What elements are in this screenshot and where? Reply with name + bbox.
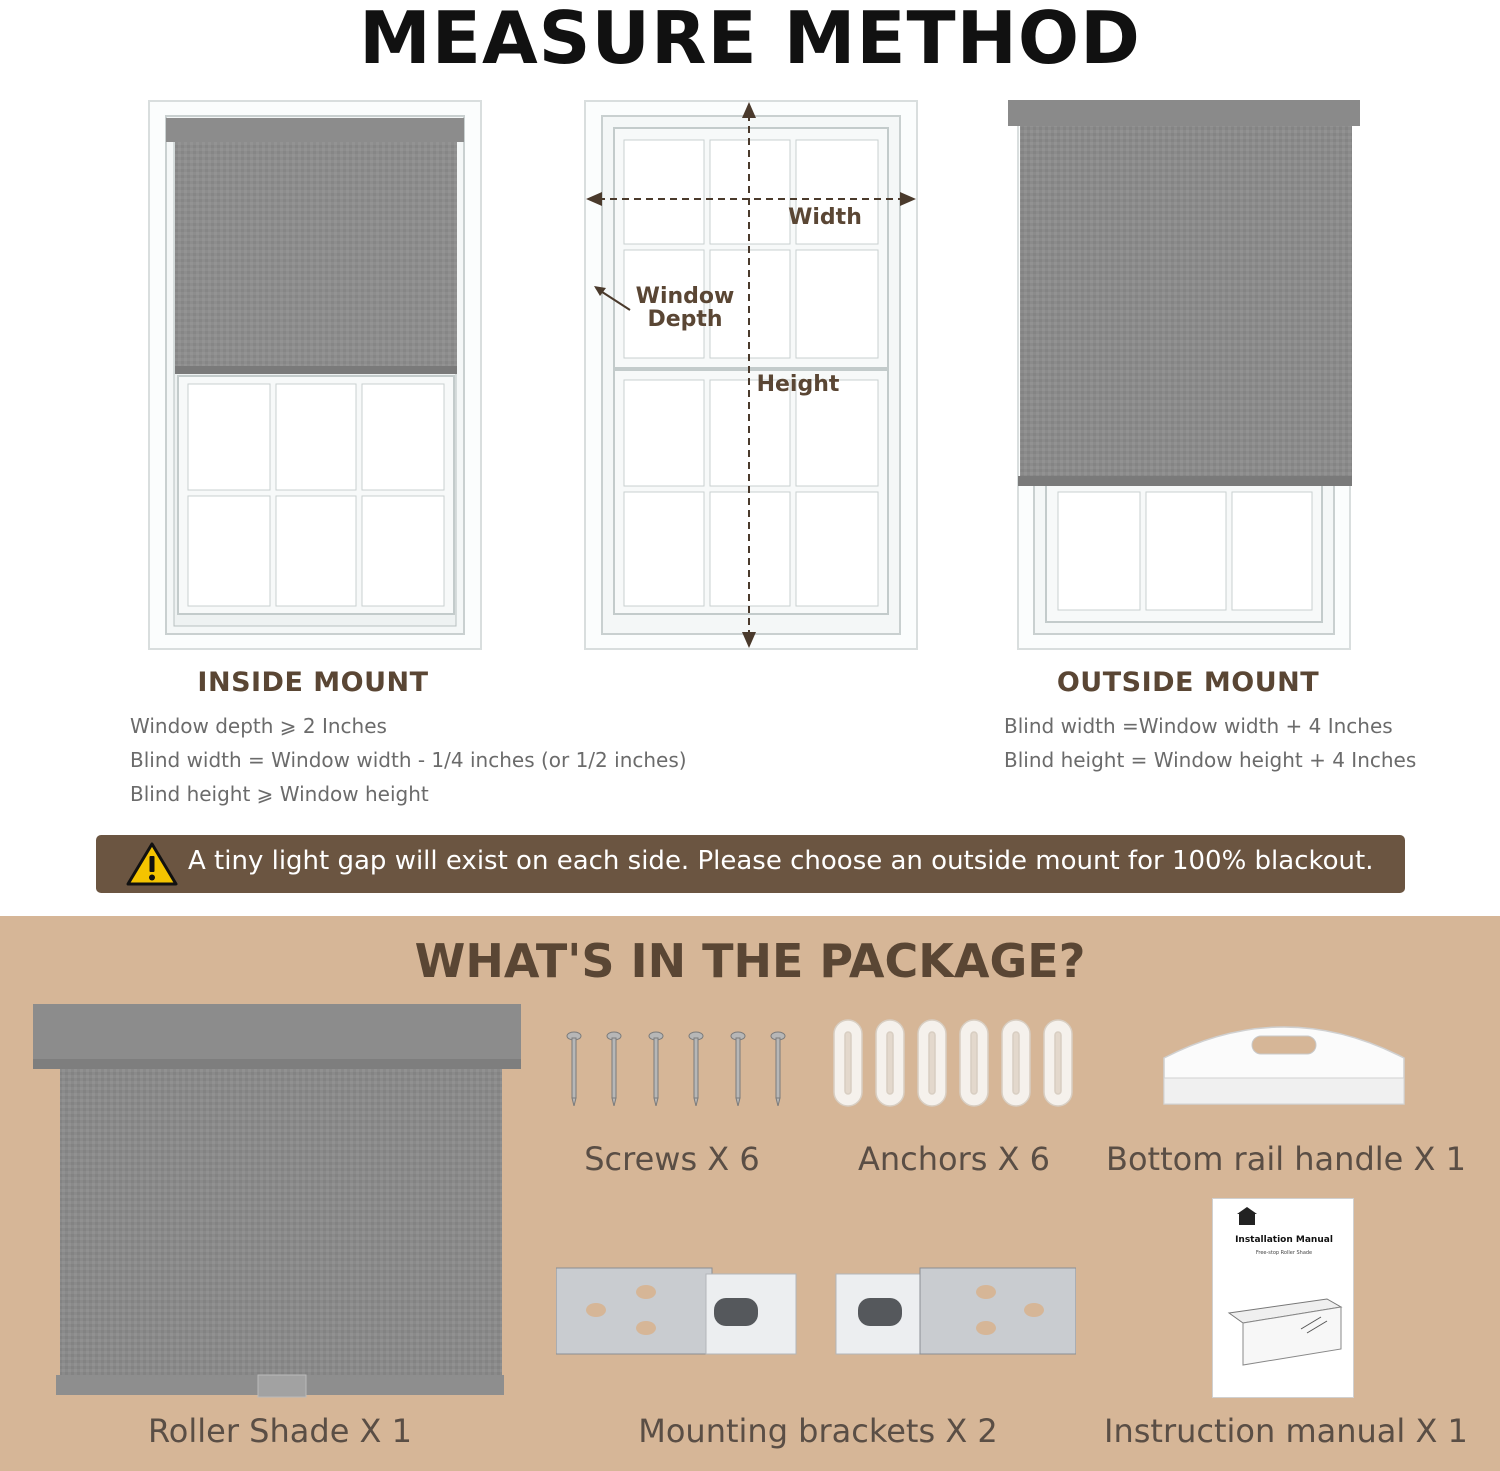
bottom-rail-handle-label: Bottom rail handle X 1 bbox=[1106, 1140, 1466, 1178]
inside-mount-spec-1: Window depth ⩾ 2 Inches bbox=[130, 714, 387, 738]
window-depth-label-line2: Depth bbox=[647, 307, 723, 332]
inside-mount-heading: INSIDE MOUNT bbox=[197, 667, 429, 698]
inside-mount-window-illustration bbox=[148, 100, 482, 650]
outside-mount-spec-1: Blind width =Window width + 4 Inches bbox=[1004, 714, 1393, 738]
manual-logo-icon bbox=[1237, 1207, 1257, 1225]
manual-title: Installation Manual bbox=[1235, 1235, 1333, 1245]
height-label: Height bbox=[756, 372, 840, 397]
anchors-image bbox=[830, 1018, 1076, 1112]
instruction-manual-label: Instruction manual X 1 bbox=[1104, 1412, 1468, 1450]
screws-label: Screws X 6 bbox=[584, 1140, 760, 1178]
mounting-brackets-image bbox=[556, 1264, 1076, 1356]
manual-subtitle: Free-stop Roller Shade bbox=[1255, 1250, 1313, 1256]
window-depth-label-line1: Window bbox=[635, 284, 735, 309]
package-title: WHAT'S IN THE PACKAGE? bbox=[414, 934, 1086, 988]
mounting-brackets-label: Mounting brackets X 2 bbox=[638, 1412, 998, 1450]
warning-icon bbox=[126, 841, 178, 887]
outside-mount-window-illustration bbox=[1006, 100, 1362, 650]
warning-banner bbox=[96, 835, 1405, 893]
warning-text: A tiny light gap will exist on each side. Please choose an outside mount for 100% blackout. bbox=[188, 846, 1374, 876]
outside-mount-heading: OUTSIDE MOUNT bbox=[1056, 667, 1320, 698]
page-title: MEASURE METHOD bbox=[359, 0, 1141, 80]
width-label: Width bbox=[788, 205, 862, 230]
screws-image bbox=[560, 1030, 792, 1106]
inside-mount-spec-3: Blind height ⩾ Window height bbox=[130, 782, 429, 806]
roller-shade-label: Roller Shade X 1 bbox=[148, 1412, 412, 1450]
roller-shade-image bbox=[32, 1003, 522, 1398]
inside-mount-spec-2: Blind width = Window width - 1/4 inches (or 1/2 inches) bbox=[130, 748, 687, 772]
bottom-rail-handle-image bbox=[1160, 1016, 1408, 1108]
measurement-window-diagram bbox=[584, 100, 918, 650]
outside-mount-spec-2: Blind height = Window height + 4 Inches bbox=[1004, 748, 1417, 772]
anchors-label: Anchors X 6 bbox=[857, 1140, 1051, 1178]
manual-diagram bbox=[1223, 1289, 1347, 1369]
instruction-manual-image bbox=[1212, 1198, 1354, 1398]
